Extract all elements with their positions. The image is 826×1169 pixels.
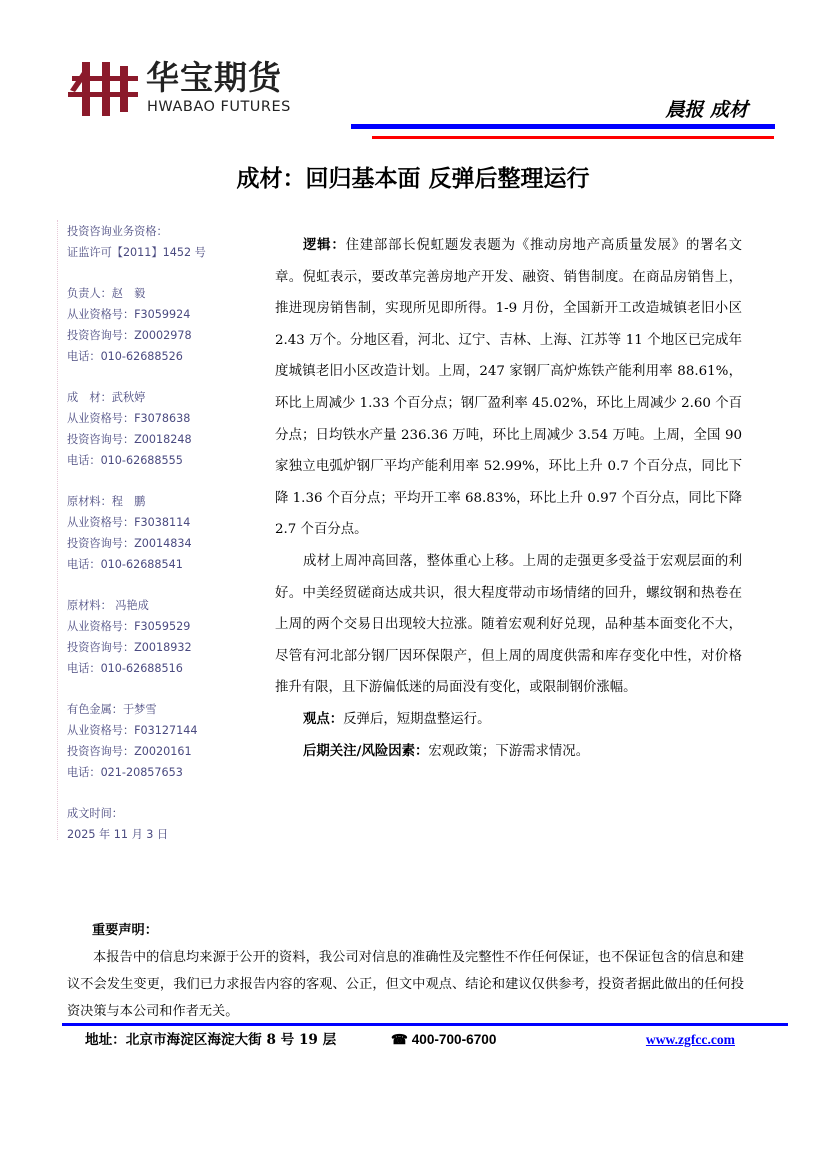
contact-block [67,700,227,783]
qualification-label: 投资咨询业务资格： [67,225,168,238]
website-link[interactable]: www.zgfcc.com [645,1032,735,1047]
contact-role: 成 材：武秋婷 [67,391,146,405]
qualification-value: 证监许可【2011】1452 号 [67,245,206,259]
contact-advisory: 投资咨询号：Z0020161 [67,744,192,758]
contact-role: 负责人：赵 毅 [67,287,146,301]
view-paragraph [275,704,742,736]
contact-advisory: 投资咨询号：Z0018248 [67,432,192,446]
contact-license: 从业资格号：F03127144 [67,724,198,738]
risk-label: 后期关注/风险因素： [303,742,429,759]
report-title: 成材：回归基本面 反弹后整理运行 [236,165,590,192]
contact-advisory: 投资咨询号：Z0018932 [67,640,192,654]
contact-phone: 电话：010-62688516 [67,661,183,675]
footer-address: 地址：北京市海淀区海淀大街 8 号 19 层 [85,1032,337,1048]
contact-block [67,388,227,471]
company-logo-chinese: 华宝期货 [146,58,282,97]
logic-label: 逻辑： [303,237,346,253]
view-text: 反弹后，短期盘整运行。 [343,711,491,727]
contact-phone: 电话：010-62688541 [67,557,183,571]
contact-phone: 电话：021-20857653 [67,765,183,779]
contact-license: 从业资格号：F3059529 [67,620,191,634]
contact-block [67,492,227,575]
view-label: 观点： [303,710,344,727]
contact-advisory: 投资咨询号：Z0002978 [67,328,192,342]
contact-phone: 电话：010-62688555 [67,453,183,467]
date-label: 成文时间： [67,807,123,821]
contact-role: 原材料：程 鹏 [67,495,146,509]
report-type-tag: 晨报 成材 [665,99,748,121]
analyst-sidebar [67,222,227,846]
contact-license: 从业资格号：F3059924 [67,308,191,322]
contact-advisory: 投资咨询号：Z0014834 [67,536,192,550]
risk-text: 宏观政策；下游需求情况。 [428,743,590,759]
contact-phone: 电话：010-62688526 [67,349,183,363]
phone-number: 400-700-6700 [411,1032,497,1047]
disclaimer-title: 重要声明： [92,923,158,938]
logic-paragraph [275,230,742,546]
contact-license: 从业资格号：F3078638 [67,412,191,426]
contact-block [67,596,227,679]
logic-text: 住建部部长倪虹题发表题为《推动房地产高质量发展》的署名文章。倪虹表示，要改革完善房地产开发、融资、销售制度。在商品房销售上，推进现房销售制，实现所见即所得。1-9 月份，全国新开工改造城镇老旧小区 2.43 万个。分地区看，河北、辽宁、吉林、上海、江苏等 11 个地区已完成年度城镇老旧小区改造计划。上周，247 家钢厂高炉炼铁产能利用率 88.61%，环比上周减少 1.33 个百分点；钢厂盈利率 45.02%，环比上周减少 2.60 个百分点；日均铁水产量 236.36 万吨，环比上周减少 3.54 万吨。上周，全国 90 家独立电弧炉钢厂平均产能利用率 52.99%，环比上升 0.7 个百分点，同比下降 1.36 个百分点；平均开工率 68.83%，环比上升 0.97 个百分点，同比下降 2.7 个百分点。 [275,238,742,538]
contact-license: 从业资格号：F3038114 [67,516,191,530]
company-logo-english: HWABAO FUTURES [147,99,291,115]
footer [85,1030,745,1050]
contact-block [67,284,227,367]
contact-role: 有色金属：于梦雪 [67,703,157,717]
sidebar-divider [57,220,58,840]
disclaimer-text: 本报告中的信息均来源于公开的资料，我公司对信息的准确性及完整性不作任何保证，也不保证包含的信息和建议不会发生变更，我们已力求报告内容的客观、公正，但文中观点、结论和建议仅供参考，投资者据此做出的任何投资决策与本公司和作者无关。 [67,950,744,1019]
risk-paragraph [275,736,742,768]
header-rule-red [372,136,774,139]
disclaimer [67,917,744,1025]
contact-role: 原材料： 冯艳成 [67,599,149,613]
report-body [275,230,742,767]
hwabao-logo-mark-icon [68,62,140,116]
telephone-icon: ☎ [391,1032,408,1047]
header-rule-blue [351,124,775,129]
date-value: 2025 年 11 月 3 日 [67,828,169,842]
market-paragraph: 成材上周冲高回落，整体重心上移。上周的走强更多受益于宏观层面的利好。中美经贸磋商达成共识，很大程度带动市场情绪的回升，螺纹钢和热卷在上周的两个交易日出现较大拉涨。随着宏观利好兑现，品种基本面变化不大，尽管有河北部分钢厂因环保限产，但上周的周度供需和库存变化中性，对价格推升有限，且下游偏低迷的局面没有变化，或限制钢价涨幅。 [275,553,742,696]
footer-phone [391,1030,496,1050]
footer-rule [62,1023,788,1026]
